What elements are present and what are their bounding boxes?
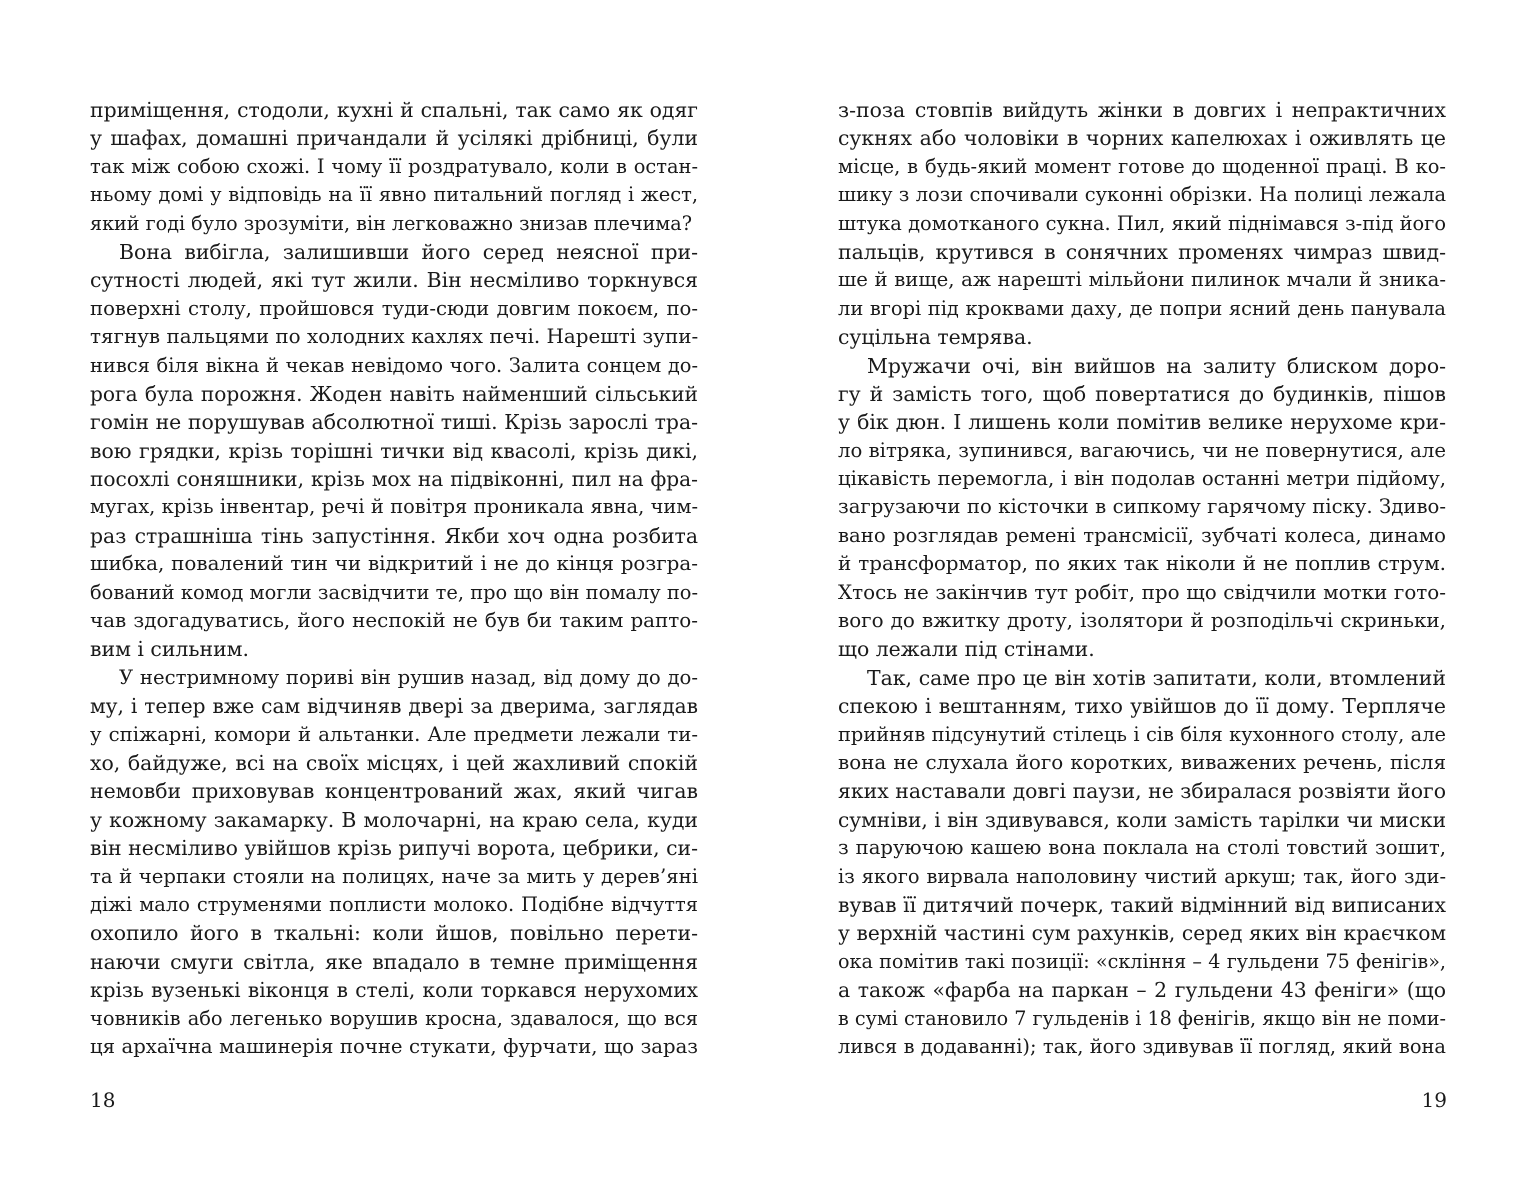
text-line: ока помітив такі позиції: «скління – 4 гульдени 75 фенігів»,	[838, 949, 1446, 973]
text-line: штука домотканого сукна. Пил, який піднімався з-під його	[838, 211, 1446, 235]
right-page-text	[838, 96, 1446, 1061]
text-line: та й черпаки стояли на полицях, наче за мить у дерев’яні	[90, 864, 698, 888]
text-line: чав здогадуватись, його неспокій не був би таким рапто-	[90, 609, 698, 633]
text-line: спекою і вештанням, тихо увійшов до її дому. Терпляче	[838, 694, 1446, 719]
paragraph-start-line: Так, саме про це він хотів запитати, коли, втомлений	[867, 665, 1446, 690]
text-line: ньому домі у відповідь на її явно питальний погляд і жест,	[90, 183, 698, 207]
text-line: Хтось не закінчив тут робіт, про що свідчили мотки гото-	[838, 580, 1446, 604]
text-line: му, і тепер вже сам відчиняв двері за дверима, заглядав	[90, 694, 698, 719]
text-line: охопило його в ткальні: коли йшов, повільно перети-	[90, 921, 698, 946]
text-line: пальців, крутився в сонячних променях чимраз швид-	[838, 239, 1446, 264]
text-line: з-поза стовпів вийдуть жінки в довгих і непрактичних	[838, 98, 1446, 122]
text-line: гомін не порушував абсолютної тиші. Крізь зарослі тра-	[90, 410, 698, 435]
text-line: місце, в будь-який момент готове до щоденної праці. В ко-	[838, 154, 1446, 178]
text-line: вував її дитячий почерк, такий відмінний від виписаних	[838, 892, 1446, 917]
text-line: вим і сильним.	[90, 637, 250, 662]
text-line: човників або легенько ворушив кросна, здавалося, що вся	[90, 1006, 698, 1030]
paragraph-start-line: Мружачи очі, він вийшов на залиту блиском доро-	[867, 353, 1446, 378]
text-line: приміщення, стодоли, кухні й спальні, так само як одяг	[90, 98, 698, 122]
text-line: в сумі становило 7 гульденів і 18 фенігів, якщо він не поми-	[838, 1006, 1446, 1030]
text-line: шику з лози спочивали суконні обрізки. На полиці лежала	[838, 183, 1446, 207]
text-line: прийняв підсунутий стілець і сів біля кухонного столу, але	[838, 722, 1446, 746]
text-line: цікавість перемогла, і він подолав останні метри підйому,	[838, 467, 1446, 491]
text-line: бований комод могли засвідчити те, про що він помалу по-	[90, 580, 698, 604]
text-line: вона не слухала його коротких, виважених речень, після	[838, 750, 1446, 774]
text-line: вано розглядав ремені трансмісії, зубчаті колеса, динамо	[838, 523, 1446, 547]
text-line: шибка, повалений тин чи відкритий і не до кінця розгра-	[90, 552, 698, 576]
text-line: у бік дюн. І лишень коли помітив велике нерухоме кри-	[838, 410, 1446, 435]
text-line: гу й замість того, щоб повертатися до будинків, пішов	[838, 381, 1446, 406]
text-line: у кожному закамарку. В молочарні, на краю села, куди	[90, 807, 698, 832]
text-line: у шафах, домашні причандали й усілякі дрібниці, були	[90, 126, 698, 151]
text-line: рога була порожня. Жоден навіть найменший сільський	[90, 381, 698, 406]
text-line: яких наставали довгі паузи, не збиралася розвіяти його	[838, 779, 1446, 804]
text-line: так між собою схожі. І чому її роздратувало, коли в остан-	[90, 154, 698, 178]
text-line: у верхній частині сум рахунків, серед яких він краєчком	[838, 921, 1446, 946]
text-line: діжі мало струменями поплисти молоко. Подібне відчуття	[90, 892, 698, 916]
text-line: із якого вирвала наполовину чистий аркуш; так, його зди-	[838, 864, 1446, 888]
text-line: який годі було зрозуміти, він легковажно знизав плечима?	[90, 211, 692, 235]
text-line: тягнув пальцями по холодних кахлях печі. Нарешті зупи-	[90, 325, 698, 349]
page-number: 18	[90, 1088, 116, 1112]
text-line: ше й вище, аж нарешті мільйони пилинок мчали й зника-	[838, 268, 1446, 292]
text-line: вого до вжитку дроту, ізолятори й розподільчі скриньки,	[838, 609, 1446, 633]
text-line: крізь вузенькі віконця в стелі, коли торкався нерухомих	[90, 978, 698, 1003]
paragraph-start-line: У нестримному пориві він рушив назад, від дому до до-	[119, 665, 698, 689]
text-line: раз страшніша тінь запустіння. Якби хоч одна розбита	[90, 523, 698, 548]
text-line: ця архаїчна машинерія почне стукати, фурчати, що зараз	[90, 1034, 698, 1058]
text-line: що лежали під стінами.	[838, 637, 1095, 662]
text-line: ли вгорі під кроквами даху, де попри ясний день панувала	[838, 296, 1446, 320]
text-line: хо, байдуже, всі на своїх місцях, і цей жахливий спокій	[90, 750, 698, 775]
text-line: й трансформатор, по яких так ніколи й не поплив струм.	[838, 552, 1446, 576]
text-line: лився в додаванні); так, його здивував її погляд, який вона	[838, 1034, 1446, 1058]
text-line: мугах, крізь інвентар, речі й повітря проникала явна, чим-	[90, 495, 698, 519]
text-line: сукнях або чоловіки в чорних капелюхах і оживлять це	[838, 126, 1446, 151]
text-line: суцільна темрява.	[838, 325, 1033, 350]
text-line: сутності людей, які тут жили. Він несміливо торкнувся	[90, 268, 698, 293]
right-page	[768, 0, 1536, 1182]
text-line: загрузаючи по кісточки в сипкому гарячому піску. Здиво-	[838, 495, 1446, 519]
text-line: а також «фарба на паркан – 2 гульдени 43 феніги» (що	[838, 978, 1446, 1003]
text-line: наючи смуги світла, яке впадало в темне приміщення	[90, 949, 698, 974]
text-line: вою грядки, крізь торішні тички від квасолі, крізь дикі,	[90, 438, 698, 463]
text-line: він несміливо увійшов крізь рипучі ворота, цебрики, си-	[90, 836, 698, 861]
text-line: нився біля вікна й чекав невідомо чого. Залита сонцем до-	[90, 353, 698, 377]
text-line: ло вітряка, зупинився, вагаючись, чи не повернутися, але	[838, 438, 1446, 462]
text-line: у спіжарні, комори й альтанки. Але предмети лежали ти-	[90, 722, 698, 746]
text-line: посохлі соняшники, крізь мох на підвіконні, пил на фра-	[90, 467, 698, 492]
left-page-text	[90, 96, 698, 1061]
paragraph-start-line: Вона вибігла, залишивши його серед неясної при-	[119, 239, 698, 264]
text-line: сумніви, і він здивувався, коли замість тарілки чи миски	[838, 807, 1446, 832]
text-line: немовби приховував концентрований жах, який чигав	[90, 779, 698, 804]
text-line: поверхні столу, пройшовся туди-сюди довгим покоєм, по-	[90, 296, 698, 320]
page-number: 19	[1421, 1088, 1447, 1112]
text-line: з паруючою кашею вона поклала на столі товстий зошит,	[838, 836, 1446, 860]
